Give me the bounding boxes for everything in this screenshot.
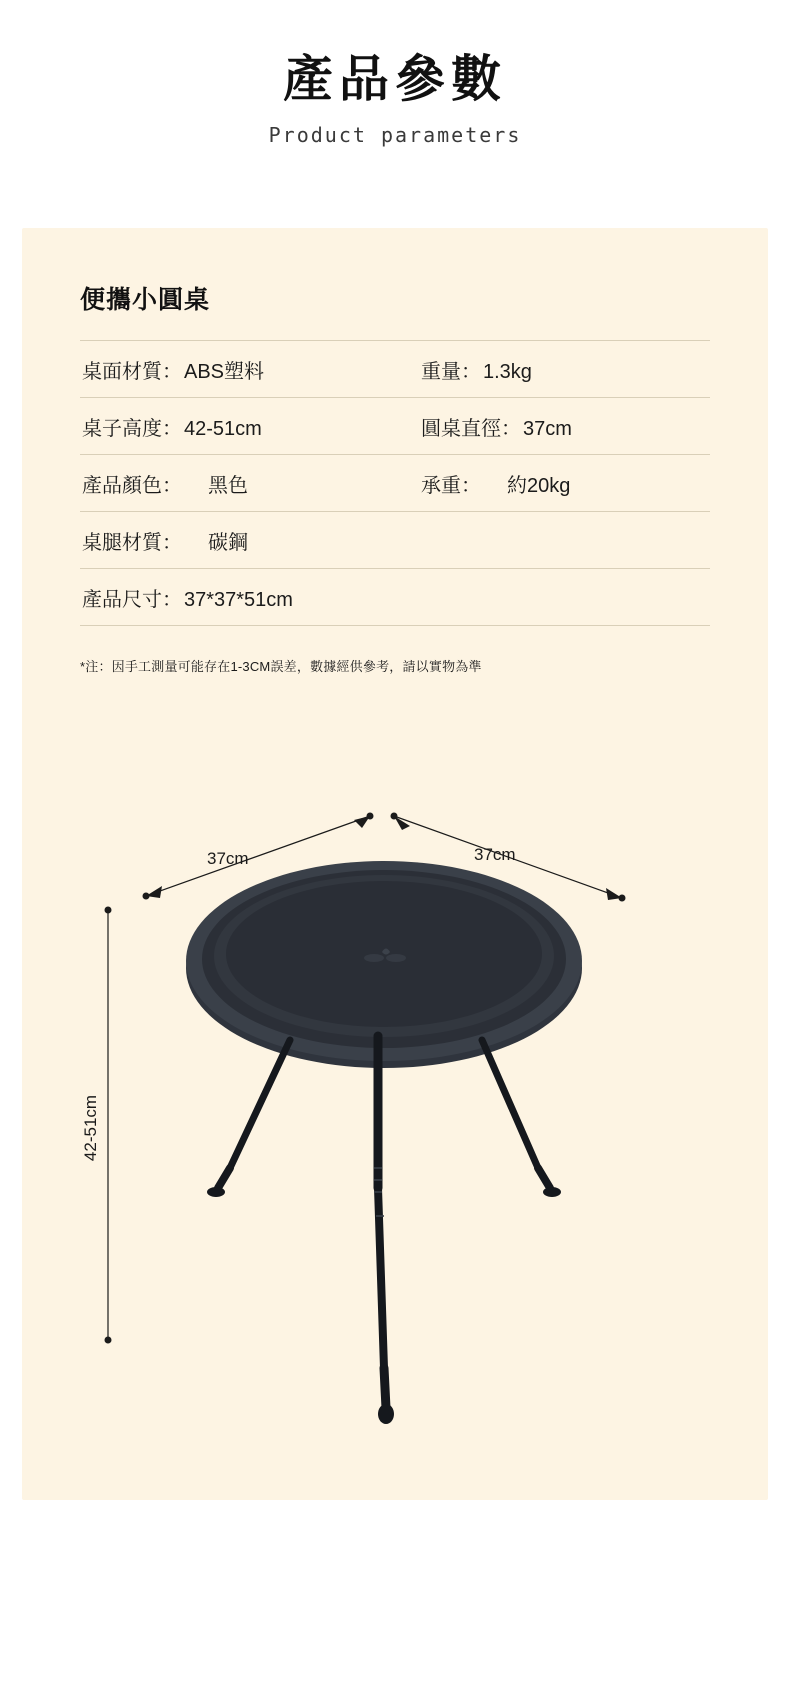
spec-table xyxy=(80,340,710,626)
spec-cell-left xyxy=(80,341,395,398)
spec-value: 37*37*51cm xyxy=(184,589,293,611)
spec-key: 承重： xyxy=(421,475,481,497)
measurement-note: *注：因手工測量可能存在1-3CM誤差，數據經供參考，請以實物為準 xyxy=(80,659,482,674)
spec-key: 產品顏色： xyxy=(82,475,182,497)
dimension-label-right: 37cm xyxy=(474,845,516,864)
page-subtitle: Product parameters xyxy=(268,123,522,147)
spec-cell-left xyxy=(80,455,395,512)
product-name: 便攜小圓桌 xyxy=(80,286,211,314)
spec-cell-left xyxy=(80,569,395,626)
spec-cell-right xyxy=(395,341,710,398)
spec-cell-right xyxy=(395,569,710,626)
table-row xyxy=(80,455,710,512)
table-row xyxy=(80,569,710,626)
dimension-label-height: 42-51cm xyxy=(81,1094,100,1162)
table-row xyxy=(80,341,710,398)
spec-cell-left xyxy=(80,512,395,569)
spec-key: 桌腿材質： xyxy=(82,532,182,554)
spec-key: 桌面材質： xyxy=(82,361,182,383)
spec-value: 黑色 xyxy=(208,475,248,497)
spec-value: 42-51cm xyxy=(184,418,262,440)
spec-cell-right xyxy=(395,455,710,512)
table-row xyxy=(80,512,710,569)
spec-key: 重量： xyxy=(421,361,481,383)
dimension-label-left: 37cm xyxy=(207,849,249,868)
spec-cell-right xyxy=(395,512,710,569)
table-top xyxy=(186,861,582,1068)
spec-value: 1.3kg xyxy=(483,361,532,383)
product-illustration xyxy=(22,768,768,1488)
table-legs xyxy=(218,1036,550,1408)
spec-value: ABS塑料 xyxy=(184,361,265,383)
spec-key: 產品尺寸： xyxy=(82,589,182,611)
spec-panel xyxy=(22,228,768,1500)
page-header xyxy=(0,0,790,147)
page-title: 產品參數 xyxy=(283,51,507,107)
spec-value: 37cm xyxy=(523,418,572,440)
spec-value: 約20kg xyxy=(507,475,571,497)
spec-key: 圓桌直徑： xyxy=(421,418,521,440)
spec-panel-inner xyxy=(22,228,768,675)
spec-cell-right xyxy=(395,398,710,455)
spec-value: 碳鋼 xyxy=(208,532,248,554)
table-row xyxy=(80,398,710,455)
spec-key: 桌子高度： xyxy=(82,418,182,440)
spec-cell-left xyxy=(80,398,395,455)
